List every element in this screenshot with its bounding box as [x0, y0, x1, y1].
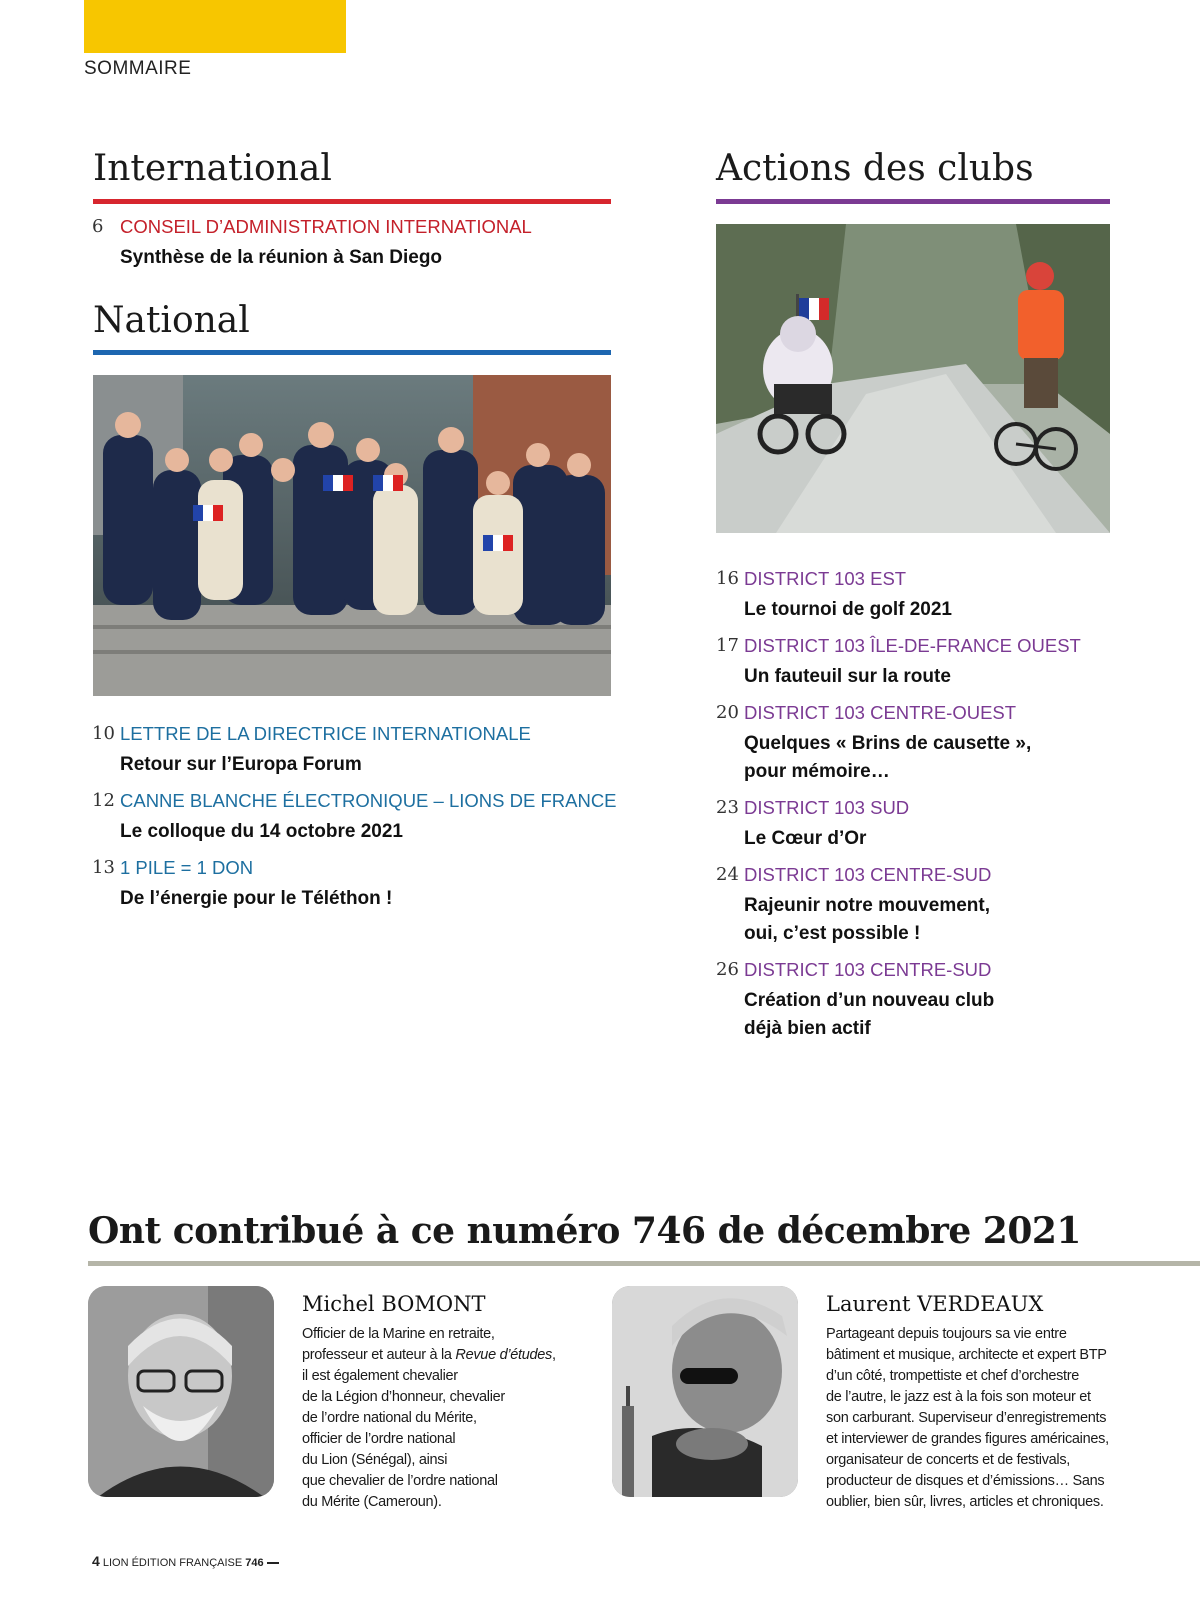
toc-category: CANNE BLANCHE ÉLECTRONIQUE – LIONS DE FRANCE — [120, 790, 617, 811]
europa-forum-group-photo — [93, 375, 611, 696]
header-accent-bar — [84, 0, 346, 53]
michel-bomont-portrait — [88, 1286, 274, 1497]
toc-page-number: 6 — [92, 216, 104, 237]
contributor-bio: Partageant depuis toujours sa vie entre bâtiment et musique, architecte et expert BTP d’un côté, trompettiste et chef d’orchestre de l’autre, le jazz est à la fois son moteur et son carburant. Superviseur d’enregistrements et interviewer de grandes figures américaines, organisateur de concerts et de festivals, producteur de disques et d’émissions… Sans oublier, bien sûr, livres, articles et chroniques. — [826, 1326, 1109, 1510]
toc-article-title: Retour sur l’Europa Forum — [120, 754, 362, 775]
national-heading: National — [93, 300, 250, 341]
toc-page-number: 13 — [92, 857, 115, 878]
toc-category: DISTRICT 103 CENTRE-OUEST — [744, 702, 1017, 723]
toc-page-number: 20 — [716, 702, 739, 723]
wheelchair-cyclist-photo — [716, 224, 1110, 533]
international-rule — [93, 199, 611, 204]
toc-page-number: 24 — [716, 864, 739, 885]
footer-dash — [267, 1562, 279, 1564]
toc-page-number: 17 — [716, 635, 739, 656]
toc-category: DISTRICT 103 ÎLE-DE-FRANCE OUEST — [744, 635, 1081, 656]
toc-category: DISTRICT 103 CENTRE-SUD — [744, 959, 992, 980]
toc-article-title: Le tournoi de golf 2021 — [744, 599, 952, 620]
page-footer — [92, 1553, 279, 1569]
toc-article-title: De l’énergie pour le Téléthon ! — [120, 888, 393, 909]
toc-article-title: Quelques « Brins de causette », pour mémoire… — [744, 733, 1032, 782]
national-rule — [93, 350, 611, 355]
international-heading: International — [93, 148, 332, 189]
clubs-rule — [716, 199, 1110, 204]
toc-category: DISTRICT 103 SUD — [744, 797, 910, 818]
footer-issue-number: 746 — [245, 1557, 264, 1569]
footer-publication: LION ÉDITION FRANÇAISE — [102, 1557, 243, 1569]
toc-page-number: 16 — [716, 568, 739, 589]
contributor-name: Michel BOMONT — [302, 1292, 486, 1316]
contributor-bio: Officier de la Marine en retraite, professeur et auteur à la Revue d’études, il est également chevalier de la Légion d’honneur, chevalier de l’ordre national du Mérite, officier de l’ordre national du Lion (Sénégal), ainsi que chevalier de l’ordre national du Mérite (Cameroun). — [302, 1326, 556, 1510]
section-label: SOMMAIRE — [84, 58, 192, 79]
toc-page-number: 10 — [92, 723, 115, 744]
toc-page-number: 26 — [716, 959, 739, 980]
toc-article-title: Synthèse de la réunion à San Diego — [120, 247, 443, 268]
contributors-rule — [88, 1261, 1200, 1266]
toc-category: 1 PILE = 1 DON — [120, 857, 254, 878]
laurent-verdeaux-portrait — [612, 1286, 798, 1497]
toc-article-title: Création d’un nouveau club déjà bien actif — [744, 990, 995, 1039]
toc-category: CONSEIL D’ADMINISTRATION INTERNATIONAL — [120, 216, 532, 237]
toc-category: DISTRICT 103 EST — [744, 568, 907, 589]
contributors-heading: Ont contribué à ce numéro 746 de décembre 2021 — [88, 1210, 1081, 1252]
toc-category: LETTRE DE LA DIRECTRICE INTERNATIONALE — [120, 723, 531, 744]
toc-article-title: Un fauteuil sur la route — [744, 666, 951, 687]
footer-page-number: 4 — [92, 1553, 100, 1569]
toc-page-number: 12 — [92, 790, 115, 811]
toc-article-title: Rajeunir notre mouvement, oui, c’est possible ! — [744, 895, 990, 944]
toc-category: DISTRICT 103 CENTRE-SUD — [744, 864, 992, 885]
toc-article-title: Le Cœur d’Or — [744, 828, 867, 849]
toc-article-title: Le colloque du 14 octobre 2021 — [120, 821, 403, 842]
contributor-name: Laurent VERDEAUX — [826, 1292, 1044, 1316]
clubs-heading: Actions des clubs — [716, 148, 1034, 189]
toc-page-number: 23 — [716, 797, 739, 818]
